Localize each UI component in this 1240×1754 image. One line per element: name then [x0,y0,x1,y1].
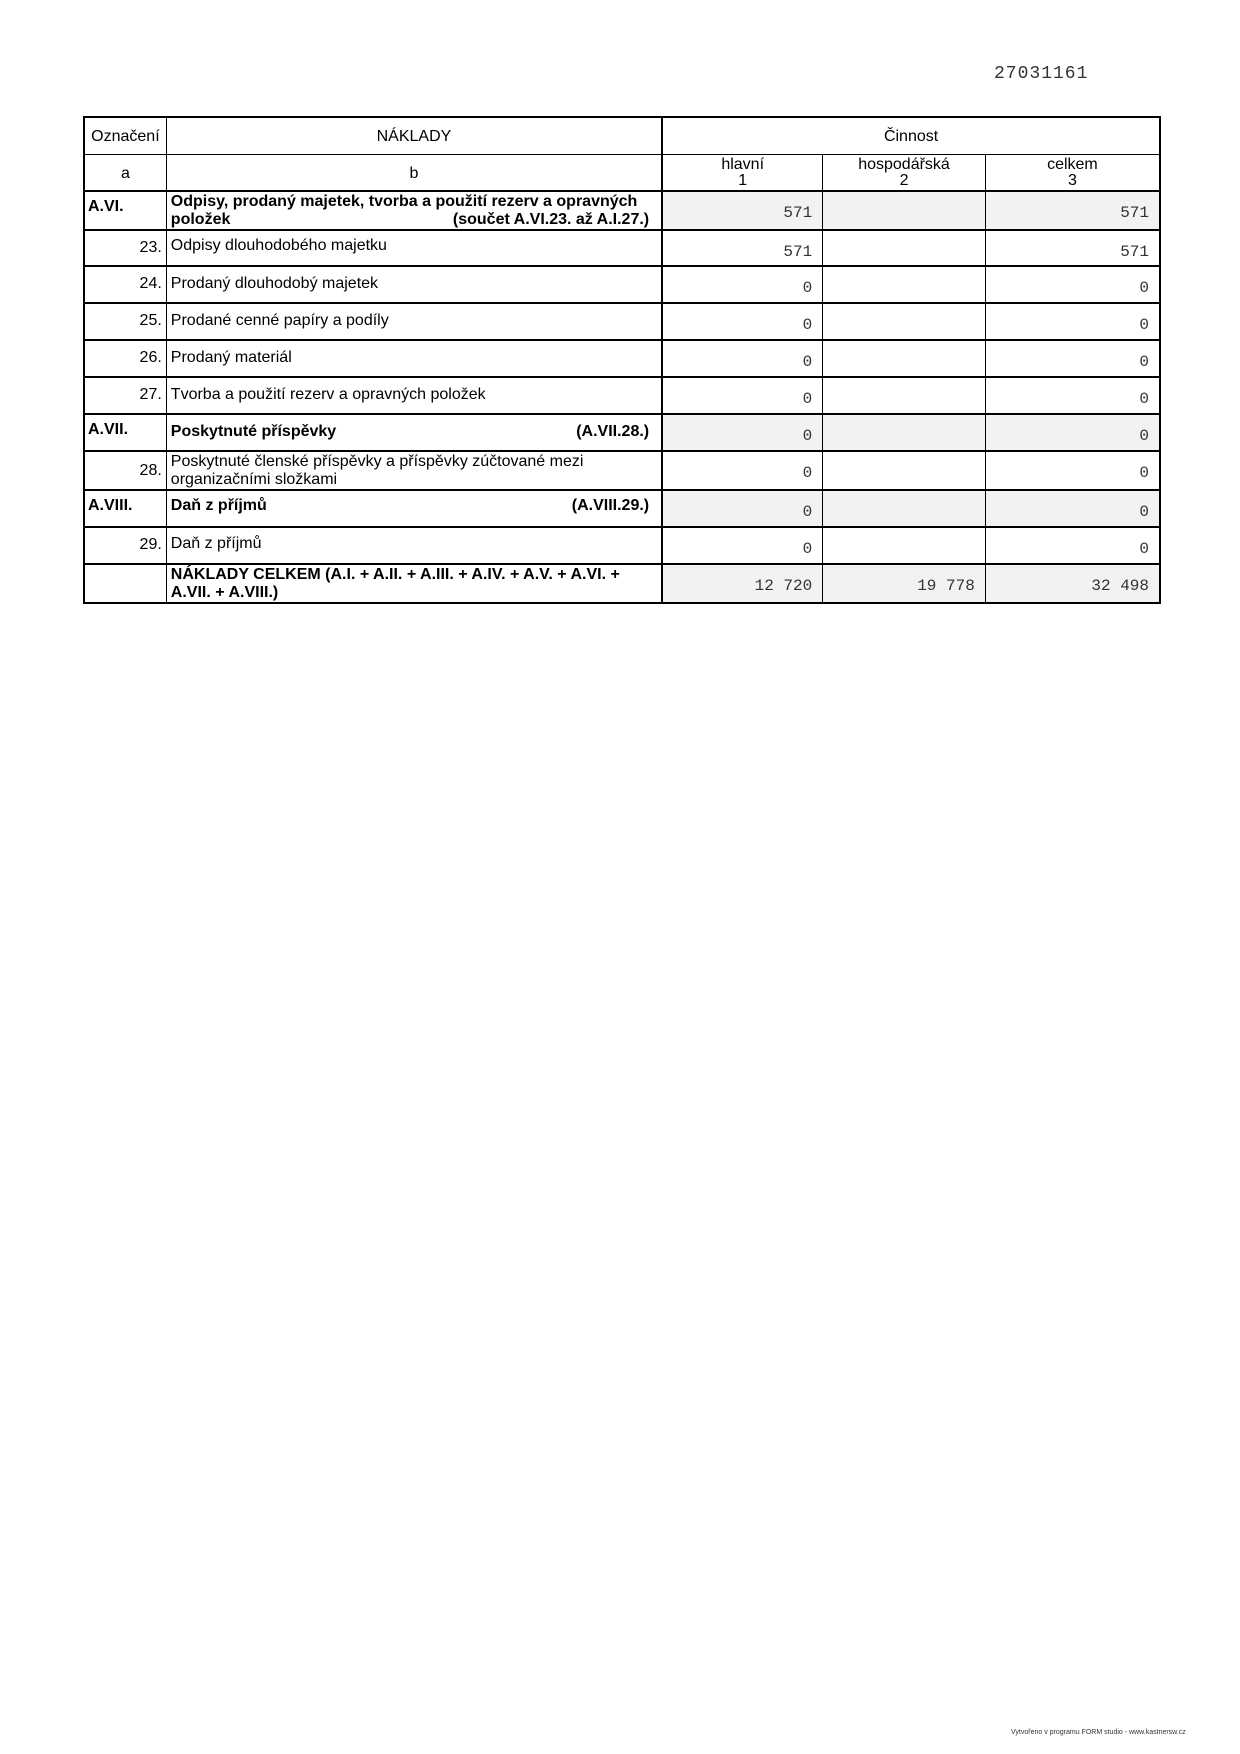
header-col-total [985,154,1160,191]
row-description [166,414,662,451]
row-value-economic [823,527,986,564]
row-value-total: 0 [985,377,1160,414]
row-value-economic [823,414,986,451]
row-value-main: 571 [662,191,823,230]
row-ref: (A.VII.28.) [576,423,650,440]
row-value-total: 32 498 [985,564,1160,603]
row-value-economic: 19 778 [823,564,986,603]
row-value-total: 0 [985,451,1160,490]
table-row [84,340,1160,377]
header-mark-sub: a [84,154,166,191]
row-value-total: 0 [985,303,1160,340]
table-row [84,377,1160,414]
row-value-main: 0 [662,451,823,490]
row-mark: 28. [84,451,166,490]
document-id: 27031161 [994,64,1089,84]
row-value-economic [823,230,986,266]
row-value-economic [823,377,986,414]
table-row [84,191,1160,230]
row-value-main: 0 [662,340,823,377]
row-mark: A.VII. [84,414,166,451]
row-mark [84,564,166,603]
header-col-main-label: hlavní [721,155,765,173]
row-mark: 24. [84,266,166,303]
header-col-main [662,154,823,191]
table-row [84,490,1160,527]
header-row-1 [84,117,1160,154]
row-value-main: 0 [662,490,823,527]
row-mark: 27. [84,377,166,414]
row-value-total: 0 [985,490,1160,527]
row-mark: A.VIII. [84,490,166,527]
header-col-economic-num: 2 [899,171,909,189]
row-text: Poskytnuté příspěvky [170,423,337,440]
row-description [166,564,662,603]
row-description: Odpisy dlouhodobého majetku [166,230,662,266]
row-text-2: organizačními složkami [170,471,338,488]
table-row [84,266,1160,303]
row-description [166,490,662,527]
header-row-2 [84,154,1160,191]
row-value-total: 0 [985,266,1160,303]
row-value-total: 571 [985,230,1160,266]
row-description [166,451,662,490]
row-mark: 25. [84,303,166,340]
row-value-economic [823,340,986,377]
row-value-main: 0 [662,414,823,451]
row-value-total: 0 [985,414,1160,451]
row-mark: 26. [84,340,166,377]
row-value-total: 0 [985,527,1160,564]
row-description: Prodaný materiál [166,340,662,377]
table-row [84,303,1160,340]
row-value-total: 571 [985,191,1160,230]
row-description: Daň z příjmů [166,527,662,564]
table-row [84,414,1160,451]
row-description: Prodané cenné papíry a podíly [166,303,662,340]
row-value-economic [823,266,986,303]
header-col-main-num: 1 [738,171,748,189]
footer-credit: Vytvořeno v programu FORM studio - www.kastnersw.cz [1011,1729,1186,1736]
header-activity: Činnost [662,117,1160,154]
row-value-main: 0 [662,266,823,303]
row-text-2: položek [170,211,231,228]
row-description [166,191,662,230]
row-text: NÁKLADY CELKEM (A.I. + A.II. + A.III. + A.IV. + A.V. + A.VI. + [170,566,620,583]
row-text: Daň z příjmů [170,497,267,514]
costs-table [83,116,1161,604]
row-text: Poskytnuté členské příspěvky a příspěvky zúčtované mezi [170,453,584,470]
row-mark: 29. [84,527,166,564]
table-row [84,527,1160,564]
table-row [84,451,1160,490]
row-value-economic [823,191,986,230]
header-costs: NÁKLADY [166,117,662,154]
header-col-total-num: 3 [1067,171,1077,189]
row-description: Tvorba a použití rezerv a opravných položek [166,377,662,414]
row-mark: A.VI. [84,191,166,230]
header-mark: Označení [84,117,166,154]
row-description: Prodaný dlouhodobý majetek [166,266,662,303]
header-col-total-label: celkem [1047,155,1098,173]
row-mark: 23. [84,230,166,266]
row-value-total: 0 [985,340,1160,377]
row-ref: (součet A.VI.23. až A.I.27.) [452,211,650,228]
row-text: Odpisy, prodaný majetek, tvorba a použití rezerv a opravných [170,193,638,210]
header-costs-sub: b [166,154,662,191]
row-value-main: 0 [662,377,823,414]
row-text-2: A.VII. + A.VIII.) [170,584,279,601]
row-ref: (A.VIII.29.) [571,497,650,514]
row-value-main: 571 [662,230,823,266]
row-value-economic [823,303,986,340]
table-row-total [84,564,1160,603]
header-col-economic [823,154,986,191]
header-col-economic-label: hospodářská [858,155,950,173]
row-value-main: 12 720 [662,564,823,603]
table-row [84,230,1160,266]
row-value-economic [823,451,986,490]
row-value-main: 0 [662,527,823,564]
row-value-economic [823,490,986,527]
row-value-main: 0 [662,303,823,340]
